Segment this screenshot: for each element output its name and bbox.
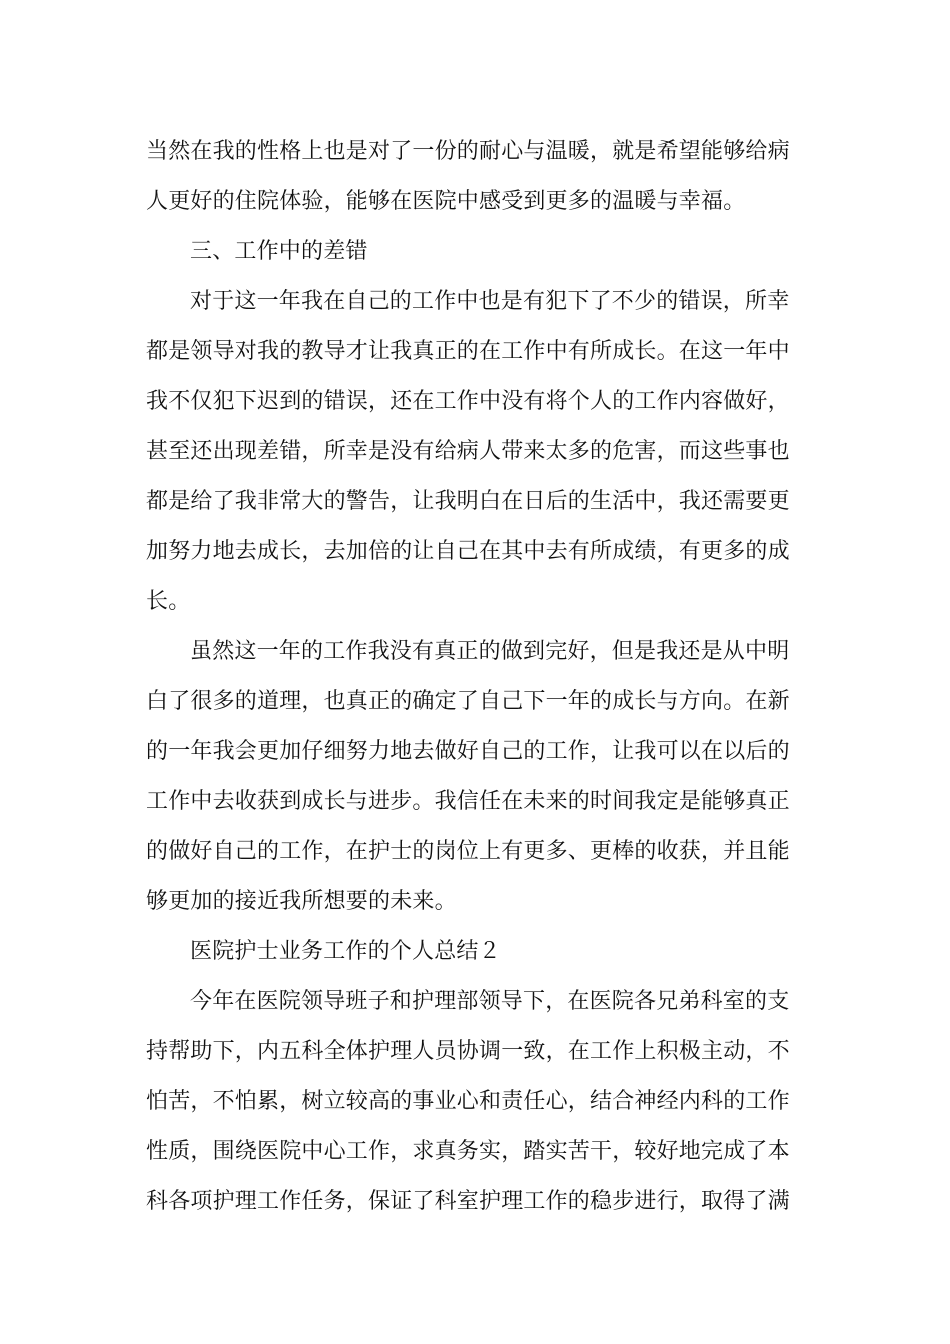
paragraph-4 xyxy=(146,977,806,1227)
text-line: 都是给了我非常大的警告，让我明白在日后的生活中，我还需要更 xyxy=(146,489,790,514)
paragraph-3 xyxy=(146,627,806,927)
text-line: 当然在我的性格上也是对了一份的耐心与温暖，就是希望能够给病 xyxy=(146,139,790,164)
paragraph-2 xyxy=(146,277,806,627)
title-text: 医院护士业务工作的个人总结２ xyxy=(190,939,501,964)
text-line: 我不仅犯下迟到的错误，还在工作中没有将个人的工作内容做好， xyxy=(146,389,790,414)
text-line: 的做好自己的工作，在护士的岗位上有更多、更棒的收获，并且能 xyxy=(146,839,790,864)
text-line: 加努力地去成长，去加倍的让自己在其中去有所成绩，有更多的成 xyxy=(146,539,790,564)
text-line: 够更加的接近我所想要的未来。 xyxy=(146,889,457,914)
text-line: 工作中去收获到成长与进步。我信任在未来的时间我定是能够真正 xyxy=(146,789,790,814)
text-line: 性质，围绕医院中心工作，求真务实，踏实苦干，较好地完成了本 xyxy=(146,1139,790,1164)
heading-text: 三、工作中的差错 xyxy=(190,239,368,264)
text-line: 人更好的住院体验，能够在医院中感受到更多的温暖与幸福。 xyxy=(146,189,746,214)
text-line: 持帮助下，内五科全体护理人员协调一致，在工作上积极主动，不 xyxy=(146,1039,790,1064)
text-line: 对于这一年我在自己的工作中也是有犯下了不少的错误，所幸 xyxy=(190,289,790,314)
text-line: 虽然这一年的工作我没有真正的做到完好，但是我还是从中明 xyxy=(190,639,790,664)
text-line: 科各项护理工作任务，保证了科室护理工作的稳步进行，取得了满 xyxy=(146,1189,790,1214)
text-line: 怕苦，不怕累，树立较高的事业心和责任心，结合神经内科的工作 xyxy=(146,1089,790,1114)
section-heading xyxy=(146,227,806,277)
paragraph-1 xyxy=(146,127,806,227)
text-line: 甚至还出现差错，所幸是没有给病人带来太多的危害，而这些事也 xyxy=(146,439,790,464)
text-line: 今年在医院领导班子和护理部领导下，在医院各兄弟科室的支 xyxy=(190,989,790,1014)
text-line: 白了很多的道理，也真正的确定了自己下一年的成长与方向。在新 xyxy=(146,689,790,714)
text-line: 都是领导对我的教导才让我真正的在工作中有所成长。在这一年中 xyxy=(146,339,790,364)
text-line: 的一年我会更加仔细努力地去做好自己的工作，让我可以在以后的 xyxy=(146,739,790,764)
article-title xyxy=(146,927,806,977)
text-line: 长。 xyxy=(146,589,191,614)
